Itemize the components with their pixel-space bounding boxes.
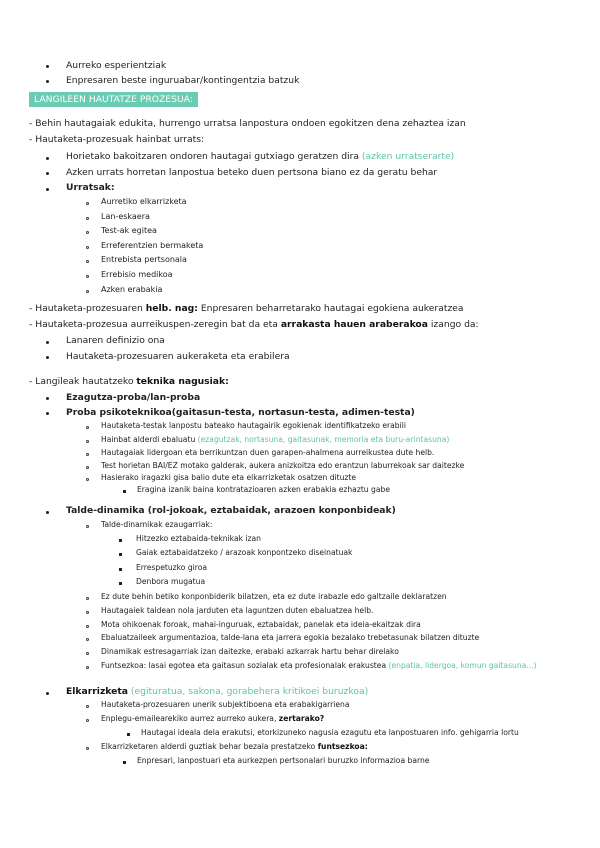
technique-item: Talde-dinamika (rol-jokoak, eztabaidak, arazoen konponbideak) <box>66 505 396 516</box>
circle-bullet-icon <box>86 747 89 750</box>
circle-bullet-icon <box>86 217 89 220</box>
detail-item: Hautagaiek taldean nola jarduten eta laguntzen duten ebaluatzea helb. <box>101 606 374 615</box>
detail-subitem: Eragina izanik baina kontratazioaren azken erabakia ezhaztu gabe <box>137 485 390 494</box>
step-item: Errebisio medikoa <box>101 270 173 279</box>
detail-item: Elkarrizketaren alderdi guztiak behar bezala prestatzeko funtsezkoa: <box>101 742 368 751</box>
square-bullet-icon <box>119 553 122 556</box>
detail-item: Hautaketa-prozesuaren unerik subjektiboena eta erabakigarriena <box>101 700 350 709</box>
detail-item: Enplegu-emailearekiko aurrez aurreko aukera, zertarako? <box>101 714 325 723</box>
detail-item: Mota ohikoenak foroak, mahai-inguruak, eztabaidak, panelak eta ideia-ekaitzak dira <box>101 620 421 629</box>
detail-subitem: Errespetuzko giroa <box>136 563 208 572</box>
square-bullet-icon <box>119 539 122 542</box>
circle-bullet-icon <box>86 246 89 249</box>
square-bullet-icon <box>119 582 122 585</box>
list-item: Enpresaren beste inguruabar/kontingentzia batzuk <box>66 75 300 86</box>
detail-item: Dinamikak estresagarriak izan daitezke, erabaki azkarrak hartu behar direlako <box>101 647 399 656</box>
bullet-icon <box>46 65 49 68</box>
list-item: Azken urrats horretan lanpostua beteko duen pertsona biano ez da geratu behar <box>66 167 438 178</box>
detail-item: Talde-dinamikak ezaugarriak: <box>101 520 213 529</box>
circle-bullet-icon <box>86 525 89 528</box>
detail-item: Ez dute behin betiko konponbiderik bilatzen, eta ez dute irabazle edo galtzaile deklaratzen <box>101 592 447 601</box>
bullet-icon <box>46 80 49 83</box>
list-item: Horietako bakoitzaren ondoren hautagai gutxiago geratzen dira (azken urratserarte) <box>66 151 455 162</box>
circle-bullet-icon <box>86 705 89 708</box>
technique-item: Elkarrizketa (egituratua, sakona, gorabehera kritikoei buruzkoa) <box>66 686 369 697</box>
technique-item: Proba psikoteknikoa(gaitasun-testa, nortasun-testa, adimen-testa) <box>66 407 415 418</box>
square-bullet-icon <box>123 490 126 493</box>
square-bullet-icon <box>123 761 126 764</box>
circle-bullet-icon <box>86 597 89 600</box>
circle-bullet-icon <box>86 426 89 429</box>
circle-bullet-icon <box>86 611 89 614</box>
detail-subitem: Denbora mugatua <box>136 577 206 586</box>
step-item: Lan-eskaera <box>101 212 150 221</box>
detail-subitem: Hitzezko eztabaida-teknikak izan <box>136 534 261 543</box>
detail-item: Funtsezkoa: lasai egotea eta gaitasun sozialak eta profesionalak erakustea (enpatia, lidergoa, komun gaitasuna...) <box>101 661 537 670</box>
detail-subitem: Hautagai ideala dela erakutsi, etorkizuneko nagusia ezagutu eta lanpostuaren info. gehigarria lortu <box>141 728 519 737</box>
bullet-icon <box>46 356 49 359</box>
circle-bullet-icon <box>86 652 89 655</box>
technique-item: Ezagutza-proba/lan-proba <box>66 392 201 403</box>
circle-bullet-icon <box>86 290 89 293</box>
step-item: Test-ak egitea <box>101 226 157 235</box>
circle-bullet-icon <box>86 260 89 263</box>
detail-item: Hasierako iragazki gisa balio dute eta elkarrizketak osatzen dituzte <box>101 473 357 482</box>
bullet-icon <box>46 172 49 175</box>
bullet-icon <box>46 341 49 344</box>
circle-bullet-icon <box>86 202 89 205</box>
section-header: LANGILEEN HAUTATZE PROZESUA: <box>29 92 198 107</box>
step-item: Azken erabakia <box>101 285 163 294</box>
list-item: Hautaketa-prozesuaren aukeraketa eta erabilera <box>66 351 290 362</box>
bullet-icon <box>46 412 49 415</box>
paragraph: - Hautaketa-prozesua aurreikuspen-zeregin bat da eta arrakasta hauen araberakoa izango da: <box>29 319 479 330</box>
bullet-icon <box>46 188 49 191</box>
detail-item: Ebaluatzaileek argumentazioa, talde-lana eta jarrera egokia bezalako trebetasunak bilatzen dituzte <box>101 633 480 642</box>
detail-item: Test horietan BAI/EZ motako galderak, aukera anizkoitza edo erantzun laburrekoak sar daitezke <box>101 461 465 470</box>
circle-bullet-icon <box>86 440 89 443</box>
list-item: Aurreko esperientziak <box>66 60 167 71</box>
step-item: Aurretiko elkarrizketa <box>101 197 187 206</box>
detail-subitem: Gaiak eztabaidatzeko / arazoak konpontzeko diseinatuak <box>136 548 353 557</box>
bullet-icon <box>46 397 49 400</box>
square-bullet-icon <box>127 733 130 736</box>
list-item: Lanaren definizio ona <box>66 335 165 346</box>
circle-bullet-icon <box>86 719 89 722</box>
circle-bullet-icon <box>86 466 89 469</box>
step-item: Erreferentzien bermaketa <box>101 241 204 250</box>
bullet-icon <box>46 692 49 695</box>
detail-subitem: Enpresari, lanpostuari eta aurkezpen pertsonalari buruzko informazioa barne <box>137 756 430 765</box>
bullet-icon <box>46 157 49 160</box>
detail-item: Hainbat alderdi ebaluatu (ezagutzak, nortasuna, gaitasunak, memoria eta buru-arintasuna) <box>101 435 450 444</box>
circle-bullet-icon <box>86 625 89 628</box>
step-item: Entrebista pertsonala <box>101 255 187 264</box>
list-item: Urratsak: <box>66 182 115 193</box>
paragraph: - Hautaketa-prozesuaren helb. nag: Enpresaren beharretarako hautagai egokiena aukeratzea <box>29 303 464 314</box>
circle-bullet-icon <box>86 453 89 456</box>
circle-bullet-icon <box>86 478 89 481</box>
paragraph: - Langileak hautatzeko teknika nagusiak: <box>29 376 229 387</box>
circle-bullet-icon <box>86 231 89 234</box>
detail-item: Hautaketa-testak lanpostu bateako hautagairik egokienak identifikatzeko erabili <box>101 421 406 430</box>
paragraph: - Behin hautagaiak edukita, hurrengo urratsa lanpostura ondoen egokitzen dena zehaztea izan <box>29 118 466 129</box>
circle-bullet-icon <box>86 666 89 669</box>
paragraph: - Hautaketa-prozesuak hainbat urrats: <box>29 134 205 145</box>
circle-bullet-icon <box>86 638 89 641</box>
circle-bullet-icon <box>86 275 89 278</box>
bullet-icon <box>46 511 49 514</box>
square-bullet-icon <box>119 568 122 571</box>
detail-item: Hautagaiak lidergoan eta berrikuntzan duen garapen-ahalmena aurreikustea dute helb. <box>101 448 435 457</box>
